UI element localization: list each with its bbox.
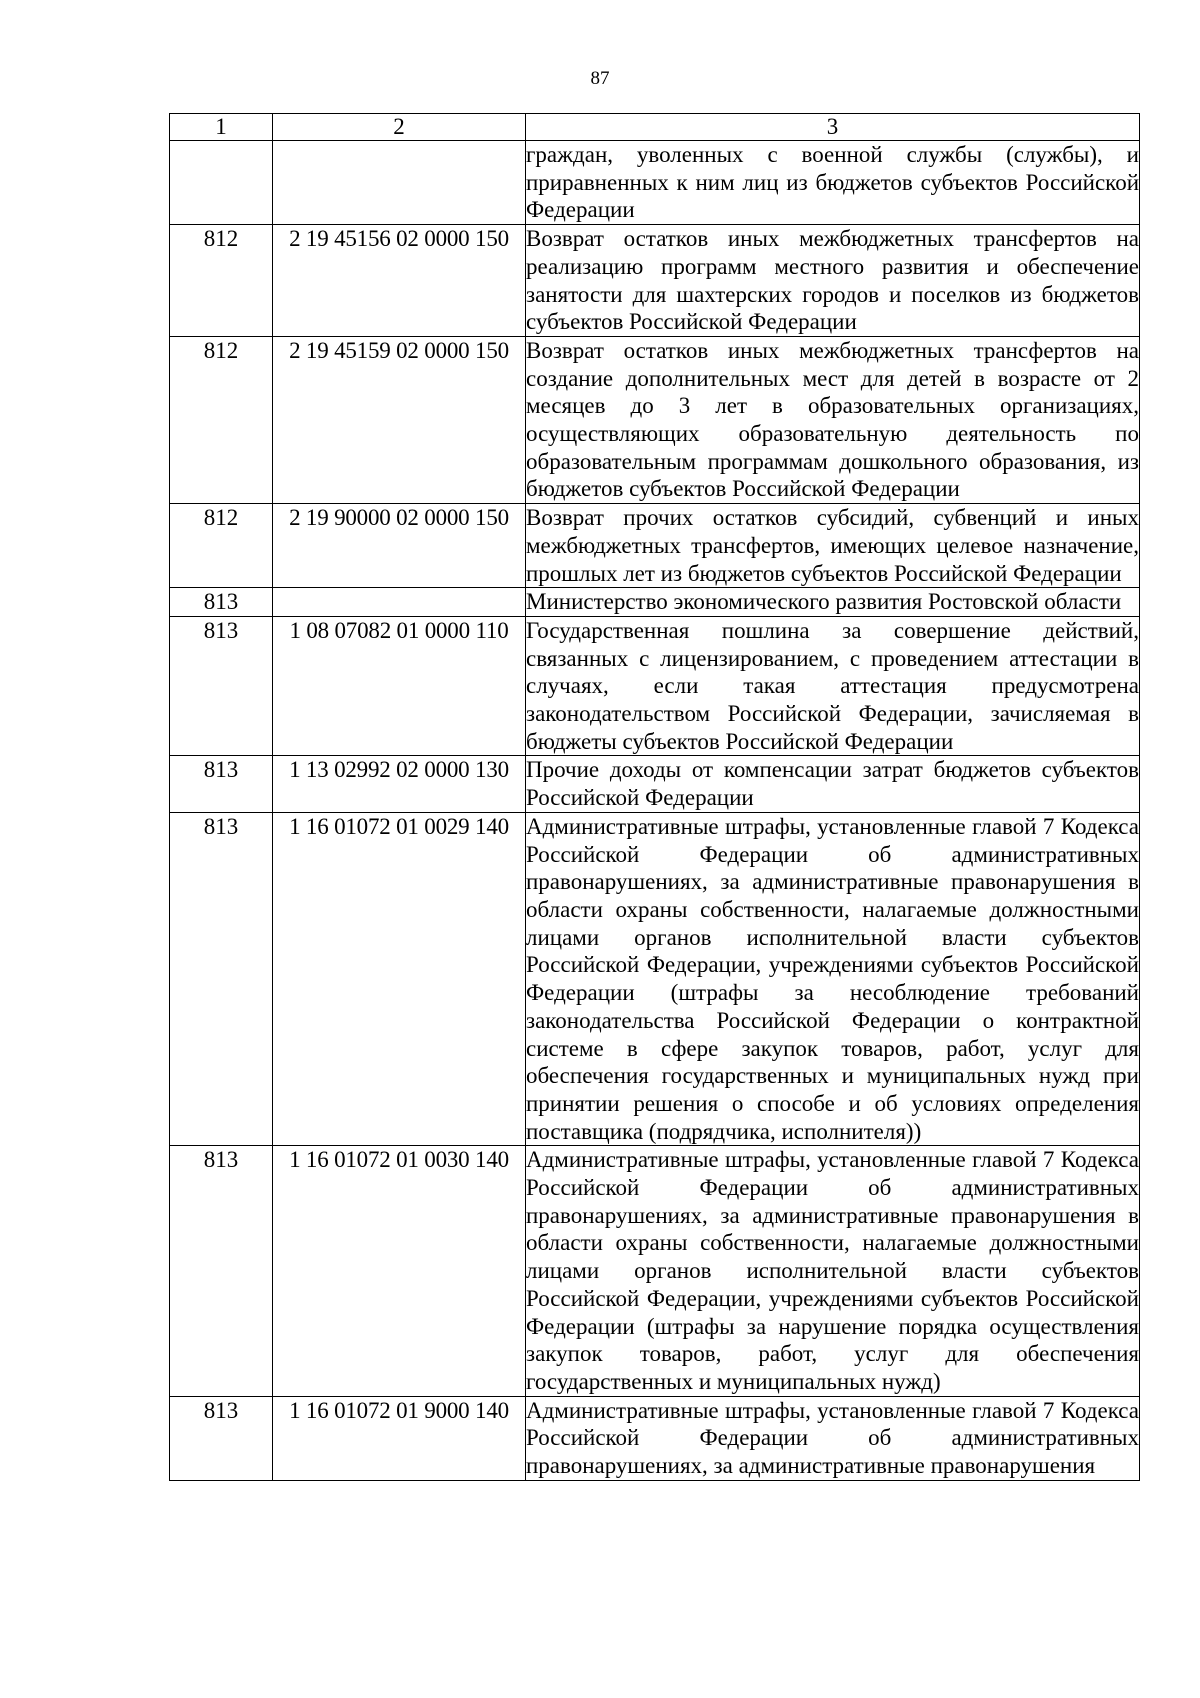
table-row	[170, 616, 1140, 756]
admin-code-cell: 813	[170, 588, 273, 617]
table-row	[170, 812, 1140, 1145]
admin-code-cell: 812	[170, 504, 273, 588]
table-row	[170, 225, 1140, 337]
description-cell: Министерство экономического развития Ростовской области	[526, 588, 1140, 617]
classification-code-cell: 2 19 45156 02 0000 150	[273, 225, 526, 337]
table-header-row	[170, 114, 1140, 141]
admin-code-cell: 813	[170, 1146, 273, 1396]
classification-code-cell: 2 19 90000 02 0000 150	[273, 504, 526, 588]
admin-code-cell: 812	[170, 336, 273, 503]
description-cell: граждан, уволенных с военной службы (службы), и приравненных к ним лиц из бюджетов субъектов Российской Федерации	[526, 141, 1140, 225]
classification-code-cell: 1 16 01072 01 0029 140	[273, 812, 526, 1145]
description-cell: Возврат прочих остатков субсидий, субвенций и иных межбюджетных трансфертов, имеющих целевое назначение, прошлых лет из бюджетов субъектов Российской Федерации	[526, 504, 1140, 588]
header-col-3: 3	[526, 114, 1140, 141]
header-col-2: 2	[273, 114, 526, 141]
table-row	[170, 504, 1140, 588]
admin-code-cell: 813	[170, 1396, 273, 1480]
table-row	[170, 141, 1140, 225]
description-cell: Возврат остатков иных межбюджетных трансфертов на реализацию программ местного развития и обеспечение занятости для шахтерских городов и поселков из бюджетов субъектов Российской Федерации	[526, 225, 1140, 337]
admin-code-cell: 813	[170, 812, 273, 1145]
description-cell: Административные штрафы, установленные главой 7 Кодекса Российской Федерации об административных правонарушениях, за административные правонарушения в области охраны собственности, налагаемые должностными лицами органов исполнительной власти субъектов Российской Федерации, учреждениями субъектов Российской Федерации (штрафы за несоблюдение требований законодательства Российской Федерации о контрактной системе в сфере закупок товаров, работ, услуг для обеспечения государственных и муниципальных нужд при принятии решения о способе и об условиях определения поставщика (подрядчика, исполнителя))	[526, 812, 1140, 1145]
admin-code-cell	[170, 141, 273, 225]
description-cell: Административные штрафы, установленные главой 7 Кодекса Российской Федерации об административных правонарушениях, за административные правонарушения	[526, 1396, 1140, 1480]
table-row	[170, 588, 1140, 617]
description-cell: Государственная пошлина за совершение действий, связанных с лицензированием, с проведением аттестации в случаях, если такая аттестация предусмотрена законодательством Российской Федерации, зачисляемая в бюджеты субъектов Российской Федерации	[526, 616, 1140, 756]
table-row	[170, 1396, 1140, 1480]
classification-code-cell: 2 19 45159 02 0000 150	[273, 336, 526, 503]
admin-code-cell: 813	[170, 616, 273, 756]
table-row	[170, 1146, 1140, 1396]
admin-code-cell: 812	[170, 225, 273, 337]
revenue-codes-table	[169, 113, 1140, 1481]
classification-code-cell: 1 08 07082 01 0000 110	[273, 616, 526, 756]
header-col-1: 1	[170, 114, 273, 141]
description-cell: Административные штрафы, установленные главой 7 Кодекса Российской Федерации об административных правонарушениях, за административные правонарушения в области охраны собственности, налагаемые должностными лицами органов исполнительной власти субъектов Российской Федерации, учреждениями субъектов Российской Федерации (штрафы за нарушение порядка осуществления закупок товаров, работ, услуг для обеспечения государственных и муниципальных нужд)	[526, 1146, 1140, 1396]
description-cell: Возврат остатков иных межбюджетных трансфертов на создание дополнительных мест для детей в возрасте от 2 месяцев до 3 лет в образовательных организациях, осуществляющих образовательную деятельность по образовательным программам дошкольного образования, из бюджетов субъектов Российской Федерации	[526, 336, 1140, 503]
description-cell: Прочие доходы от компенсации затрат бюджетов субъектов Российской Федерации	[526, 756, 1140, 812]
page-number: 87	[590, 68, 610, 89]
classification-code-cell	[273, 588, 526, 617]
classification-code-cell	[273, 141, 526, 225]
table-row	[170, 756, 1140, 812]
table-row	[170, 336, 1140, 503]
classification-code-cell: 1 13 02992 02 0000 130	[273, 756, 526, 812]
classification-code-cell: 1 16 01072 01 0030 140	[273, 1146, 526, 1396]
admin-code-cell: 813	[170, 756, 273, 812]
classification-code-cell: 1 16 01072 01 9000 140	[273, 1396, 526, 1480]
